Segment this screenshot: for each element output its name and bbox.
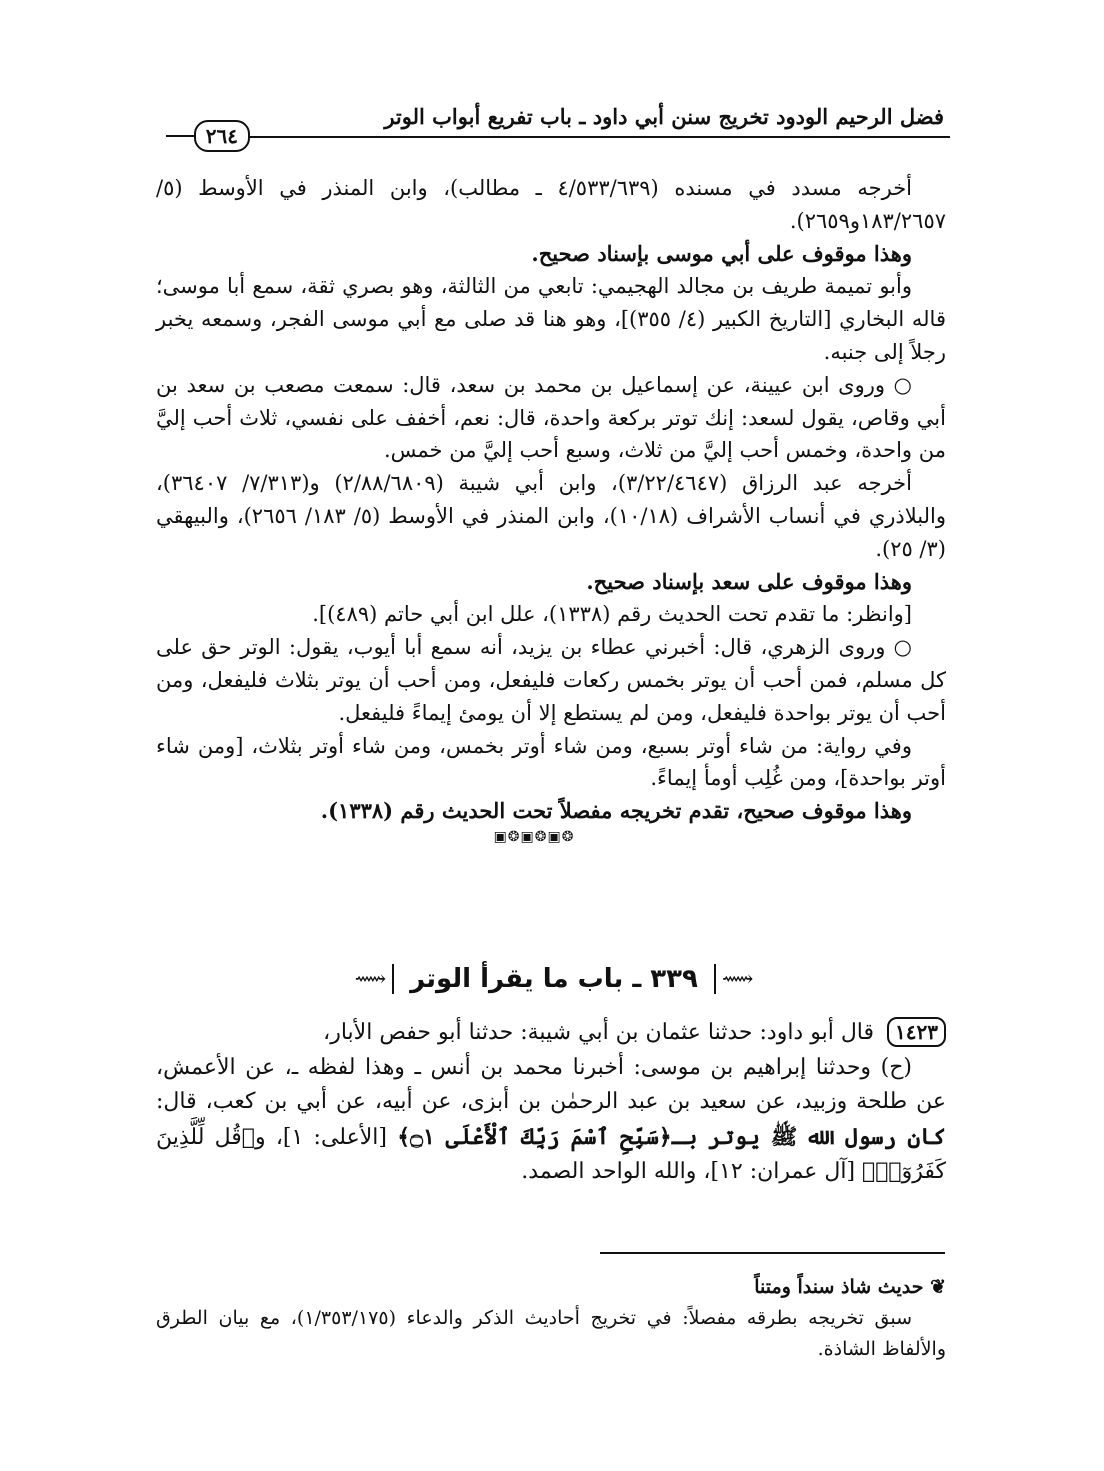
- hadith-number: ١٤٢٣: [887, 1017, 946, 1047]
- flourish-icon: ⟿: [721, 966, 754, 992]
- paragraph-verdict: وهذا موقوف صحيح، تقدم تخريجه مفصلاً تحت الحديث رقم (١٣٣٨).: [320, 798, 912, 824]
- hadith-first-line: [156, 1016, 946, 1051]
- paragraph: وأبو تميمة طريف بن مجالد الهجيمي: تابعي من الثالثة، وهو بصري ثقة، سمع أبا موسى؛ قاله البخاري [التاريخ الكبير (٤/ ٣٥٥)]، وهو هنا قد صلى مع أبي موسى الفجر، وسمعه يخبر رجلاً إلى جنبه.: [156, 274, 946, 364]
- hadith-chain-1: قال أبو داود: حدثنا عثمان بن أبي شيبة: حدثنا أبو حفص الأبار،: [323, 1020, 875, 1045]
- header-rule: [250, 136, 950, 138]
- footnote-rule: [600, 1252, 945, 1254]
- paragraph-verdict: وهذا موقوف على أبي موسى بإسناد صحيح.: [531, 240, 912, 266]
- page-number: ٢٦٤: [194, 120, 250, 152]
- running-header: [154, 96, 944, 136]
- header-dash: [166, 135, 194, 137]
- paragraph: أخرجه مسدد في مسنده (٤/٥٣٣/٦٣٩ ـ مطالب)، وابن المنذر في الأوسط (٥/ ١٨٣/٢٦٥٧و٢٦٥٩).: [156, 176, 946, 233]
- hadith-chain-2: (ح) وحدثنا إبراهيم بن موسى: أخبرنا محمد بن أنس ـ وهذا لفظه ـ، عن الأعمش، عن طلحة وزبيد، عن سعيد بن عبد الرحمٰن بن أبزى، عن أبيه، عن أبي بن كعب، قال:: [156, 1054, 946, 1114]
- page-number-box: [150, 118, 250, 154]
- flourish-icon: ⟿: [354, 966, 387, 992]
- paragraph: وفي رواية: من شاء أوتر بسبع، ومن شاء أوتر بخمس، ومن شاء أوتر بثلاث، [ومن شاء أوتر بواحدة]، ومن غُلِب أومأ إيماءً.: [156, 733, 946, 791]
- paragraph: ○ وروى الزهري، قال: أخبرني عطاء بن يزيد، أنه سمع أبا أيوب، يقول: الوتر حق على كل مسلم، فمن أحب أن يوتر بخمس ركعات فليفعل، ومن أحب أن يوتر بثلاث فليفعل، ومن أحب أن يوتر بواحدة فليفعل، ومن لم يستطع إلا أن يومئ إيماءً فليفعل.: [156, 635, 946, 725]
- hadith-block: [156, 1016, 946, 1190]
- section-ornament: ❂▣❂▣❂▣: [493, 828, 575, 845]
- paragraph: [وانظر: ما تقدم تحت الحديث رقم (١٣٣٨)، علل ابن أبي حاتم (٤٨٩)].: [312, 602, 912, 627]
- running-title: فضل الرحيم الودود تخريج سنن أبي داود ـ باب تفريع أبواب الوتر: [384, 103, 944, 129]
- footnote-heading: ❦ حديث شاذ سنداً ومتناً: [754, 1276, 946, 1298]
- chapter-banner: [344, 955, 764, 1003]
- footnote: [156, 1272, 946, 1365]
- paragraph: ○ وروى ابن عيينة، عن إسماعيل بن محمد بن سعد، قال: سمعت مصعب بن سعد بن أبي وقاص، يقول لسعد: إنك توتر بركعة واحدة، قال: نعم، أخفف على نفسي، ثلاث أحب إليَّ من واحدة، وخمس أحب إليَّ من ثلاث، وسبع أحب إليَّ من خمس.: [156, 372, 946, 463]
- hadith-matn: كان رسول الله ﷺ يوتر بـ﴿سَبِّحِ ٱسْمَ رَبِّكَ ٱلْأَعْلَى ۝١﴾: [397, 1123, 946, 1150]
- main-text: [156, 172, 946, 846]
- chapter-title: ٣٣٩ ـ باب ما يقرأ الوتر: [392, 964, 716, 994]
- paragraph: أخرجه عبد الرزاق (٣/٢٢/٤٦٤٧)، وابن أبي شيبة (٢/٨٨/٦٨٠٩) و(٧/٣١٣/ ٣٦٤٠٧)، والبلاذري في أنساب الأشراف (١٠/١٨)، وابن المنذر في الأوسط (٥/ ١٨٣/ ٢٦٥٦)، والبيهقي (٣/ ٢٥).: [156, 471, 946, 561]
- hadith-chain-paragraph: [156, 1051, 946, 1190]
- paragraph-verdict: وهذا موقوف على سعد بإسناد صحيح.: [586, 568, 912, 594]
- hadith-chain-3: [الأعلى: ١]، و﴿قُل لِّلَّذِينَ كَفَرُوٓا۟﴾ [آل عمران: ١٢]، والله الواحد الصمد.: [156, 1124, 946, 1184]
- footnote-text: سبق تخريجه بطرقه مفصلاً: في تخريج أحاديث الذكر والدعاء (١/٣٥٣/١٧٥)، مع بيان الطرق والألفاظ الشاذة.: [156, 1307, 946, 1360]
